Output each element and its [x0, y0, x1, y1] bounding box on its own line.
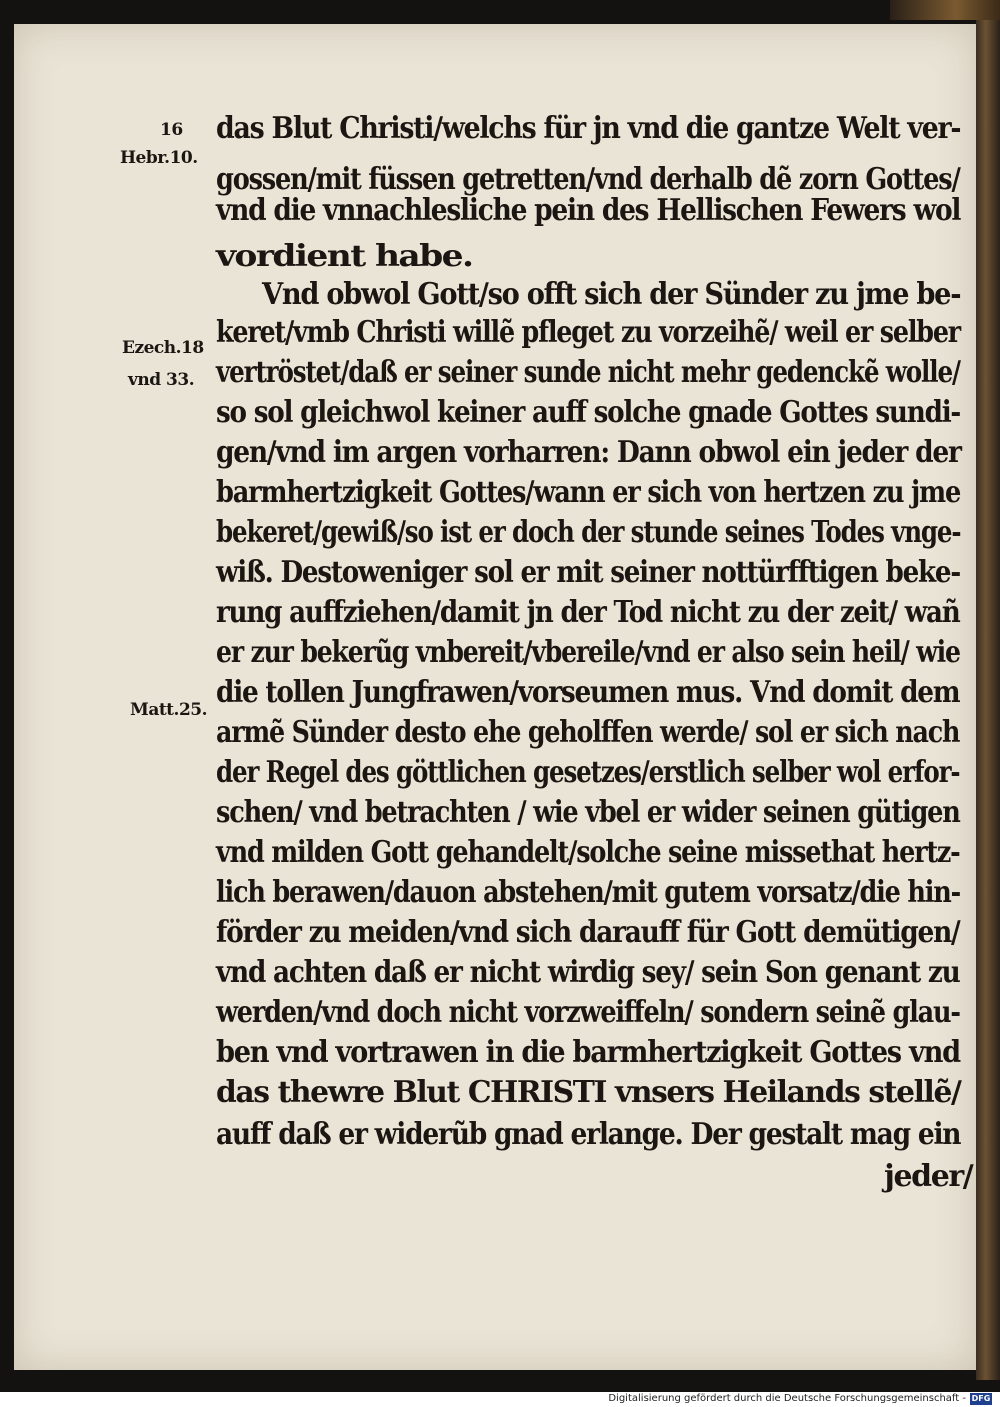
text-line: auff daß er widerũb gnad erlange. Der gestalt mag ein [216, 1117, 961, 1152]
text-line: rung auffziehen/damit jn der Tod nicht zu der zeit/ wañ [216, 595, 960, 630]
marginal-note: Ezech.18 [122, 338, 204, 358]
text-line: keret/vmb Christi willẽ pfleget zu vorzeihẽ/ weil er selber [216, 315, 960, 350]
dfg-logo: DFG [971, 1394, 991, 1403]
text-line: das Blut Christi/welchs für jn vnd die gantze Welt ver- [216, 111, 961, 146]
book-edge-top [890, 0, 1000, 20]
text-line: das thewre Blut CHRISTI vnsers Heilands stellẽ/ [216, 1075, 961, 1110]
text-line: schen/ vnd betrachten / wie vbel er wider seinen gütigen [216, 795, 960, 830]
text-line: ben vnd vortrawen in die barmhertzigkeit Gottes vnd [216, 1035, 960, 1070]
footer-credit: Digitalisierung gefördert durch die Deutsche Forschungsgemeinschaft - [608, 1393, 966, 1404]
footer-bar [0, 1392, 1000, 1407]
text-line: bekeret/gewiß/so ist er doch der stunde seines Todes vnge- [216, 515, 961, 550]
text-line: so sol gleichwol keiner auff solche gnade Gottes sundi- [216, 395, 961, 430]
marginal-note: Hebr.10. [120, 148, 198, 168]
text-line: werden/vnd doch nicht vorzweiffeln/ sondern seinẽ glau- [216, 995, 960, 1030]
text-line: er zur bekerũg vnbereit/vbereile/vnd er also sein heil/ wie [216, 635, 960, 670]
text-line: Vnd obwol Gott/so offt sich der Sünder zu jme be- [262, 277, 961, 312]
marginal-note: 16 [160, 120, 183, 140]
text-line: vordient habe. [216, 239, 473, 274]
text-line: armẽ Sünder desto ehe geholffen werde/ sol er sich nach [216, 715, 960, 750]
text-line: vnd milden Gott gehandelt/solche seine missethat hertz- [216, 835, 960, 870]
text-line: wiß. Destoweniger sol er mit seiner nottürfftigen beke- [216, 555, 960, 590]
text-line: förder zu meiden/vnd sich darauff für Gott demütigen/ [216, 915, 960, 950]
marginal-note: vnd 33. [128, 370, 195, 390]
text-line: vnd die vnnachlesliche pein des Hellischen Fewers wol [216, 193, 961, 228]
text-line: die tollen Jungfrawen/vorseumen mus. Vnd domit dem [216, 675, 960, 710]
text-line: gossen/mit füssen getretten/vnd derhalb dẽ zorn Gottes/ [216, 162, 960, 197]
text-line: der Regel des göttlichen gesetzes/erstlich selber wol erfor- [216, 755, 960, 790]
text-line: gen/vnd im argen vorharren: Dann obwol ein jeder der [216, 435, 961, 470]
text-line: lich berawen/dauon abstehen/mit gutem vorsatz/die hin- [216, 875, 960, 910]
marginal-note: Matt.25. [130, 700, 208, 720]
catchword: jeder/ [884, 1159, 973, 1194]
text-line: vertröstet/daß er seiner sunde nicht mehr gedenckẽ wolle/ [216, 355, 960, 390]
book-edge-right [976, 20, 1000, 1380]
text-line: vnd achten daß er nicht wirdig sey/ sein Son genant zu [216, 955, 960, 990]
text-line: barmhertzigkeit Gottes/wann er sich von hertzen zu jme [216, 475, 961, 510]
